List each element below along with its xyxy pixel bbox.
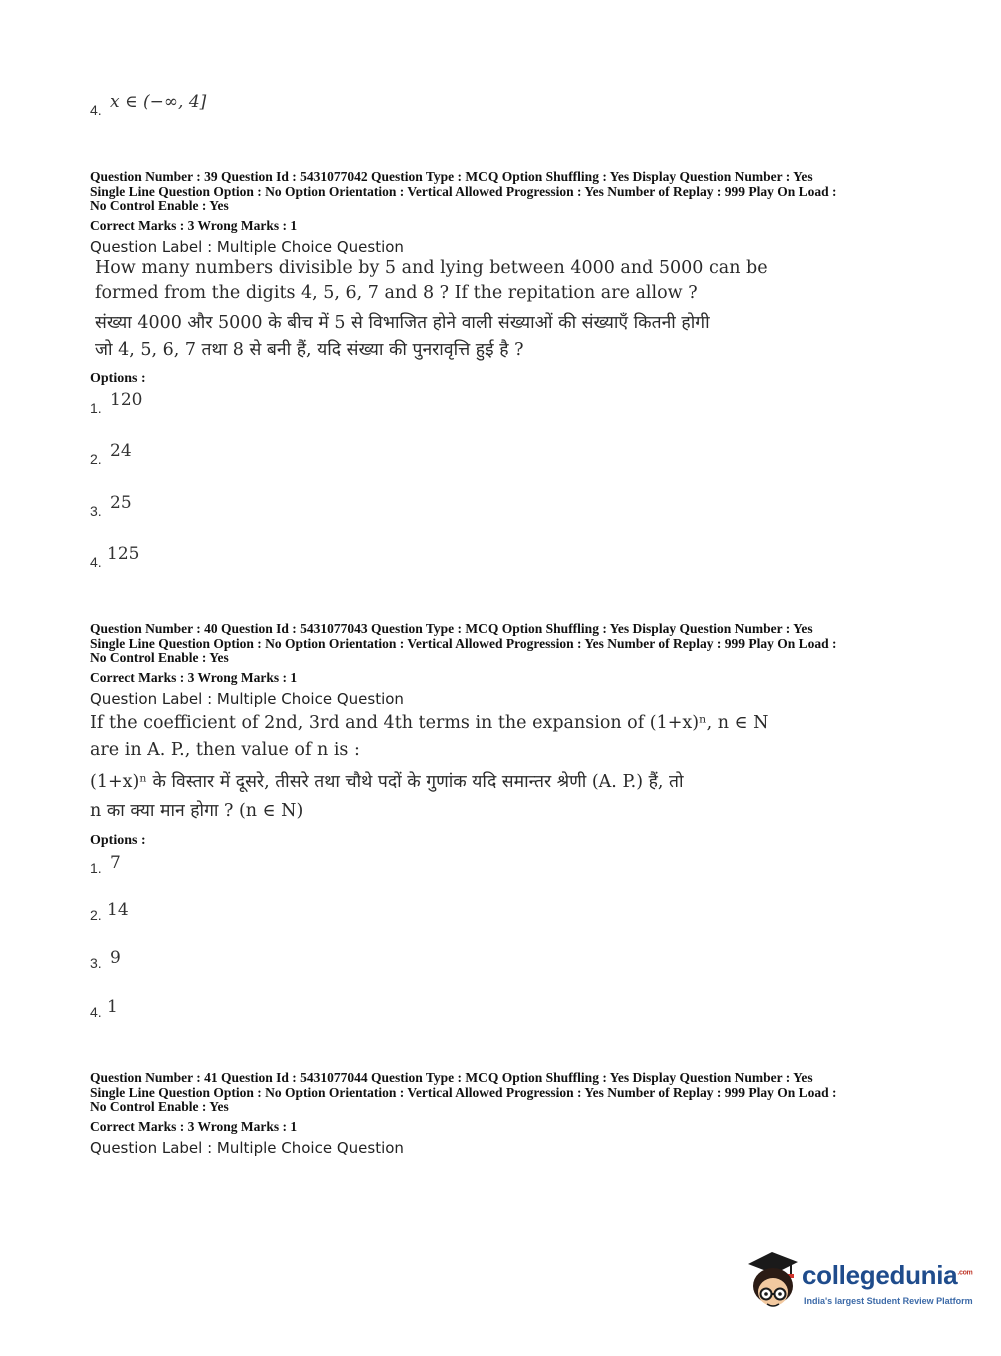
- question-text-line: If the coefficient of 2nd, 3rd and 4th terms in the expansion of (1+x)ⁿ, n ∈ N: [90, 713, 769, 733]
- meta-line: Single Line Question Option : No Option Orientation : Vertical Allowed Progression : Yes Number of Replay : 999 Play On Load :: [90, 1084, 837, 1100]
- option-value: 1: [107, 997, 118, 1017]
- meta-line: Question Number : 40 Question Id : 5431077043 Question Type : MCQ Option Shuffling : Yes Display Question Number : Yes: [90, 621, 813, 636]
- option-number: 1.: [90, 400, 102, 416]
- meta-line: Question Number : 39 Question Id : 5431077042 Question Type : MCQ Option Shuffling : Yes Display Question Number : Yes: [90, 169, 813, 184]
- option-value: 14: [107, 900, 129, 920]
- meta-line: No Control Enable : Yes: [90, 198, 229, 213]
- option-value: 7: [110, 853, 121, 873]
- meta-line: No Control Enable : Yes: [90, 1099, 229, 1114]
- question-text: [95, 258, 768, 364]
- option-number: 4.: [90, 102, 102, 118]
- option-number: 2.: [90, 907, 102, 923]
- logo-name: [802, 1260, 972, 1291]
- option-number: 2.: [90, 451, 102, 467]
- option-value: 25: [110, 493, 132, 513]
- question-text: [90, 713, 768, 825]
- option-value: 125: [107, 544, 140, 564]
- option-number: 4.: [90, 1004, 102, 1020]
- logo-tagline: India's largest Student Review Platform: [804, 1296, 973, 1306]
- logo-suffix: .com: [957, 1269, 973, 1277]
- question-label: Question Label : Multiple Choice Question: [90, 238, 404, 256]
- question-meta: [90, 170, 837, 214]
- options-heading: Options :: [90, 371, 146, 386]
- options-heading: Options :: [90, 833, 146, 848]
- meta-line: Single Line Question Option : No Option Orientation : Vertical Allowed Progression : Yes Number of Replay : 999 Play On Load :: [90, 635, 837, 651]
- marks-info: Correct Marks : 3 Wrong Marks : 1: [90, 218, 298, 233]
- marks-info: Correct Marks : 3 Wrong Marks : 1: [90, 1119, 298, 1134]
- logo-name-text: collegedunia: [802, 1260, 958, 1290]
- question-text-line: (1+x)ⁿ के विस्तार में दूसरे, तीसरे तथा चौथे पदों के गुणांक यदि समान्तर श्रेणी (A. P.) हैं, तो: [90, 772, 684, 792]
- question-label: Question Label : Multiple Choice Question: [90, 1139, 404, 1157]
- option-number: 1.: [90, 860, 102, 876]
- question-text-line: formed from the digits 4, 5, 6, 7 and 8 ? If the repitation are allow ?: [95, 283, 698, 303]
- option-value: 9: [110, 948, 121, 968]
- option-number: 3.: [90, 503, 102, 519]
- option-value: x ∈ (−∞, 4]: [110, 92, 207, 112]
- meta-line: Question Number : 41 Question Id : 5431077044 Question Type : MCQ Option Shuffling : Yes Display Question Number : Yes: [90, 1070, 813, 1085]
- question-text-line: संख्या 4000 और 5000 के बीच में 5 से विभाजित होने वाली संख्याओं की संख्याएँ कितनी होगी: [95, 313, 710, 333]
- question-text-line: are in A. P., then value of n is :: [90, 740, 360, 760]
- question-label: Question Label : Multiple Choice Question: [90, 690, 404, 708]
- question-text-line: n का क्या मान होगा ? (n ∈ N): [90, 801, 304, 821]
- marks-info: Correct Marks : 3 Wrong Marks : 1: [90, 670, 298, 685]
- question-text-line: जो 4, 5, 6, 7 तथा 8 से बनी हैं, यदि संख्या की पुनरावृत्ति हुई है ?: [95, 340, 524, 360]
- option-value: 120: [110, 390, 143, 410]
- option-number: 4.: [90, 554, 102, 570]
- option-value: 24: [110, 441, 132, 461]
- collegedunia-logo[interactable]: [742, 1250, 972, 1320]
- question-text-line: How many numbers divisible by 5 and lying between 4000 and 5000 can be: [95, 258, 768, 278]
- meta-line: Single Line Question Option : No Option Orientation : Vertical Allowed Progression : Yes Number of Replay : 999 Play On Load :: [90, 183, 837, 199]
- mascot-icon: [742, 1250, 804, 1314]
- meta-line: No Control Enable : Yes: [90, 650, 229, 665]
- question-meta: [90, 1071, 837, 1115]
- option-number: 3.: [90, 955, 102, 971]
- question-meta: [90, 622, 837, 666]
